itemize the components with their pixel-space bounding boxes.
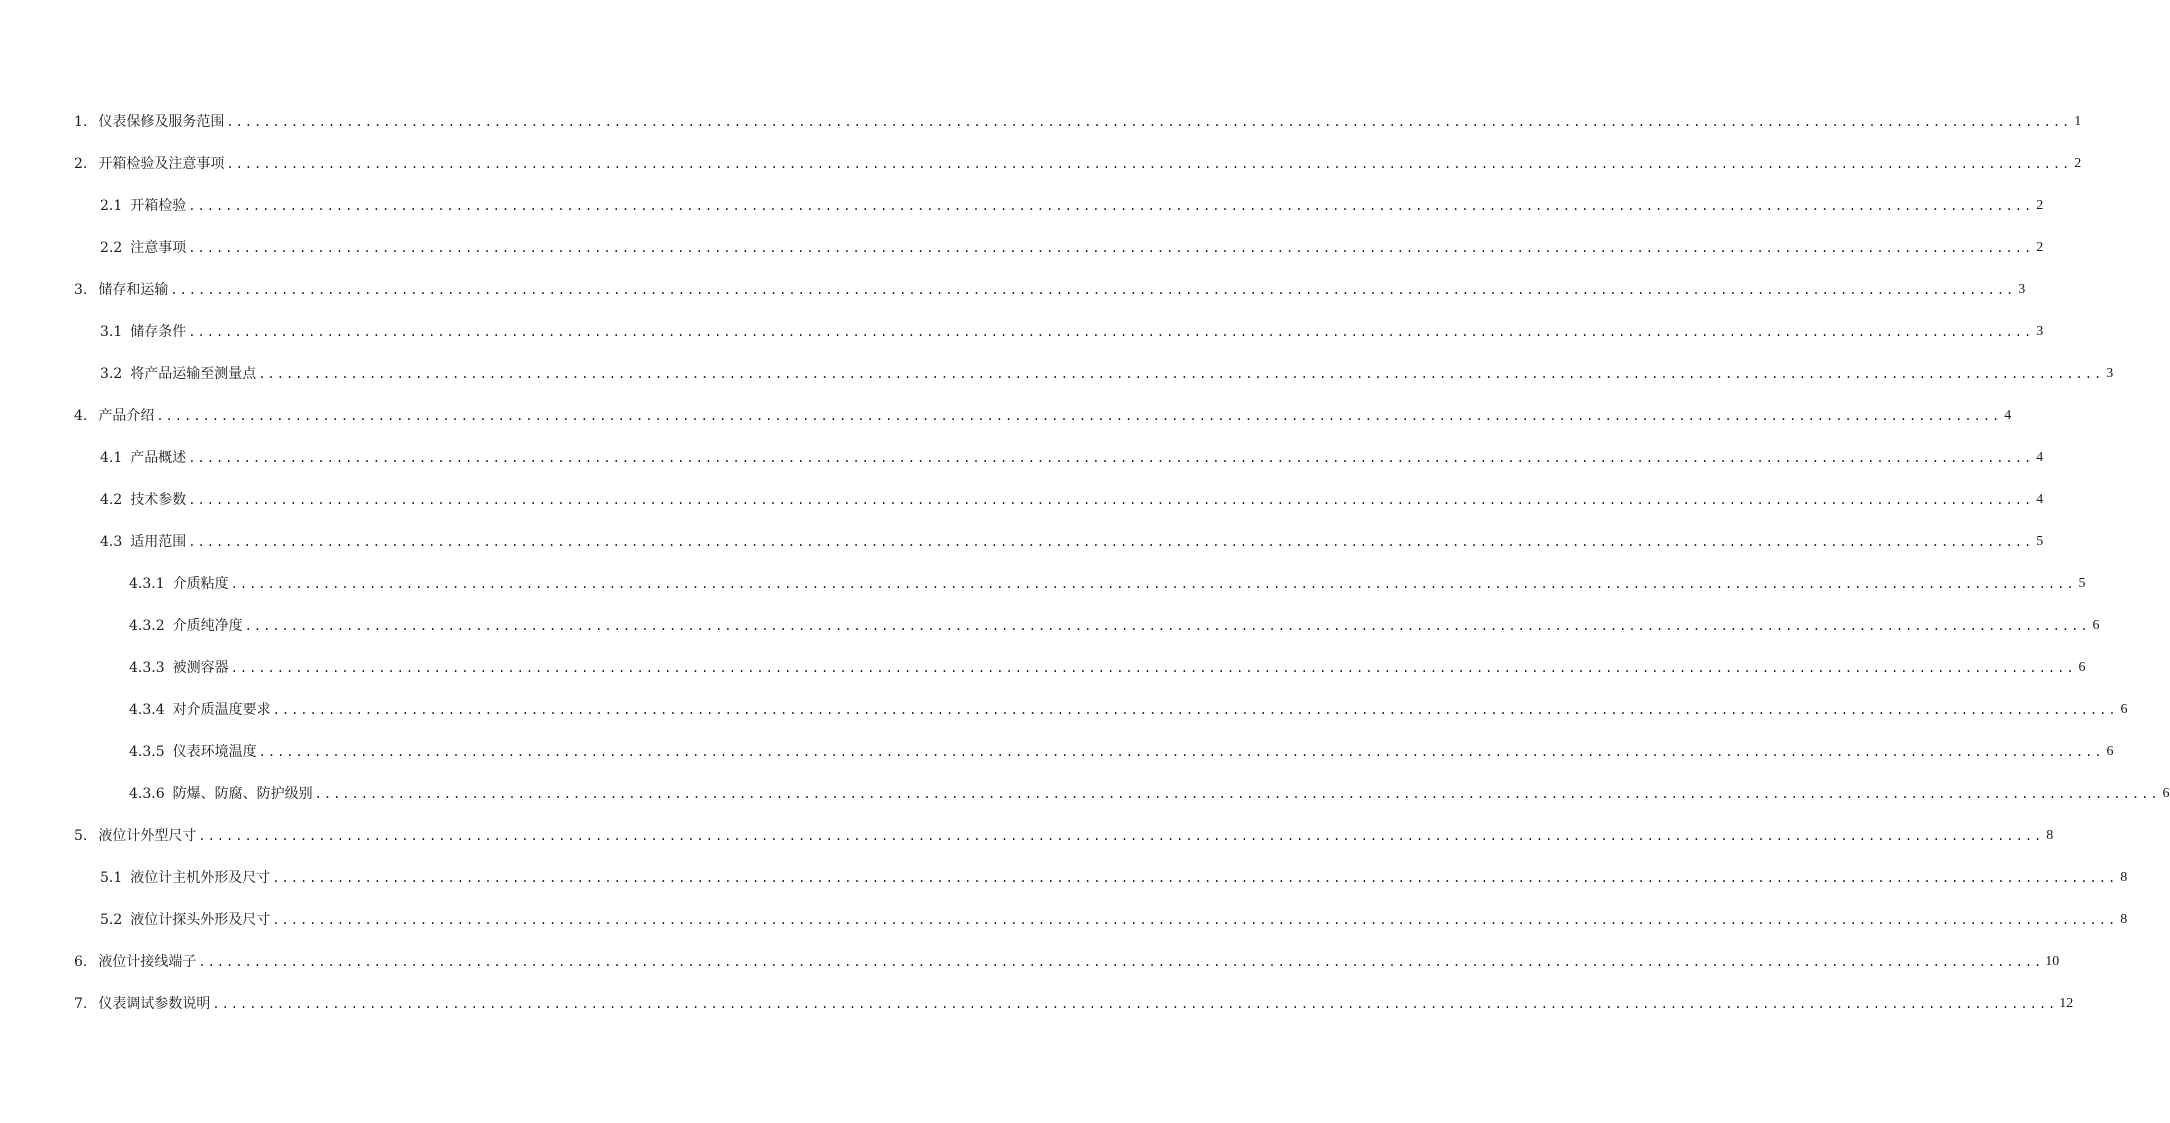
- toc-entry-page-number: 8: [2120, 912, 2128, 927]
- toc-entry-title: 被测容器: [172, 660, 229, 676]
- toc-dot-leader: ........................................................................................................................................................................................................: [258, 745, 2104, 759]
- toc-entry[interactable]: [0, 941, 2060, 983]
- toc-entry-page-number: 6: [2092, 618, 2100, 633]
- toc-entry-page-number: 4: [2036, 450, 2044, 465]
- toc-entry[interactable]: [0, 521, 2044, 563]
- toc-dot-leader: ........................................................................................................................................................................................................: [170, 283, 2016, 297]
- toc-entry-page-number: 8: [2046, 828, 2054, 843]
- toc-entry-number: 4.3.6: [129, 786, 165, 802]
- toc-entry[interactable]: [0, 899, 2128, 941]
- table-of-contents: [0, 101, 2170, 1025]
- toc-entry-title: 注意事项: [130, 240, 187, 256]
- toc-entry[interactable]: [0, 647, 2086, 689]
- toc-dot-leader: ........................................................................................................................................................................................................: [188, 451, 2034, 465]
- toc-dot-leader: ........................................................................................................................................................................................................: [314, 787, 2160, 801]
- toc-entry-title: 适用范围: [130, 534, 187, 550]
- toc-dot-leader: ........................................................................................................................................................................................................: [188, 199, 2034, 213]
- toc-entry[interactable]: [0, 143, 2082, 185]
- toc-entry[interactable]: [0, 983, 2074, 1025]
- toc-dot-leader: ........................................................................................................................................................................................................: [188, 535, 2034, 549]
- toc-dot-leader: ........................................................................................................................................................................................................: [226, 157, 2072, 171]
- toc-entry[interactable]: [0, 815, 2054, 857]
- toc-dot-leader: ........................................................................................................................................................................................................: [198, 829, 2044, 843]
- toc-entry-number: 4.: [74, 408, 88, 424]
- toc-dot-leader: ........................................................................................................................................................................................................: [188, 325, 2034, 339]
- toc-entry[interactable]: [0, 185, 2044, 227]
- toc-entry[interactable]: [0, 773, 2170, 815]
- toc-entry-number: 3.: [74, 282, 88, 298]
- toc-entry-number: 4.3.4: [129, 702, 165, 718]
- toc-entry-page-number: 2: [2036, 198, 2044, 213]
- toc-dot-leader: ........................................................................................................................................................................................................: [272, 913, 2118, 927]
- toc-entry-number: 2.: [74, 156, 88, 172]
- toc-entry-page-number: 6: [2078, 660, 2086, 675]
- toc-entry-title: 将产品运输至测量点: [130, 366, 257, 382]
- toc-dot-leader: ........................................................................................................................................................................................................: [244, 619, 2090, 633]
- toc-entry-page-number: 5: [2036, 534, 2044, 549]
- toc-dot-leader: ........................................................................................................................................................................................................: [272, 703, 2118, 717]
- toc-entry-number: 1.: [74, 114, 88, 130]
- toc-entry[interactable]: [0, 269, 2026, 311]
- toc-entry-title: 介质纯净度: [172, 618, 243, 634]
- toc-entry-number: 4.3.3: [129, 660, 165, 676]
- toc-entry-page-number: 6: [2120, 702, 2128, 717]
- toc-entry[interactable]: [0, 857, 2128, 899]
- toc-entry[interactable]: [0, 311, 2044, 353]
- toc-dot-leader: ........................................................................................................................................................................................................: [212, 997, 2058, 1011]
- toc-entry-number: 4.3.1: [129, 576, 165, 592]
- toc-entry[interactable]: [0, 479, 2044, 521]
- toc-dot-leader: ........................................................................................................................................................................................................: [230, 661, 2076, 675]
- toc-entry-number: 2.1: [100, 198, 123, 214]
- toc-entry-title: 防爆、防腐、防护级别: [172, 786, 313, 802]
- toc-entry[interactable]: [0, 563, 2086, 605]
- toc-entry[interactable]: [0, 101, 2082, 143]
- toc-entry-page-number: 3: [2106, 366, 2114, 381]
- toc-entry-page-number: 3: [2036, 324, 2044, 339]
- toc-entry-page-number: 3: [2018, 282, 2026, 297]
- toc-entry-title: 产品介绍: [98, 408, 155, 424]
- toc-entry-number: 4.2: [100, 492, 123, 508]
- toc-entry-number: 4.3.2: [129, 618, 165, 634]
- toc-entry-page-number: 4: [2004, 408, 2012, 423]
- toc-entry-number: 5.2: [100, 912, 123, 928]
- toc-entry-title: 仪表环境温度: [172, 744, 257, 760]
- toc-entry-page-number: 1: [2074, 114, 2082, 129]
- toc-entry-page-number: 12: [2059, 996, 2074, 1011]
- toc-entry-number: 6.: [74, 954, 88, 970]
- toc-entry-title: 对介质温度要求: [172, 702, 271, 718]
- toc-entry-title: 储存和运输: [98, 282, 169, 298]
- toc-entry-page-number: 4: [2036, 492, 2044, 507]
- toc-entry[interactable]: [0, 689, 2128, 731]
- toc-dot-leader: ........................................................................................................................................................................................................: [156, 409, 2002, 423]
- toc-entry-page-number: 2: [2036, 240, 2044, 255]
- toc-entry-title: 开箱检验: [130, 198, 187, 214]
- toc-entry[interactable]: [0, 353, 2114, 395]
- toc-entry-number: 5.1: [100, 870, 123, 886]
- toc-dot-leader: ........................................................................................................................................................................................................: [272, 871, 2118, 885]
- toc-entry-number: 4.3.5: [129, 744, 165, 760]
- toc-entry-number: 4.1: [100, 450, 123, 466]
- toc-entry-page-number: 6: [2106, 744, 2114, 759]
- toc-dot-leader: ........................................................................................................................................................................................................: [230, 577, 2076, 591]
- toc-entry-title: 仪表保修及服务范围: [98, 114, 225, 130]
- toc-entry-page-number: 10: [2045, 954, 2060, 969]
- toc-entry[interactable]: [0, 731, 2114, 773]
- toc-entry-title: 储存条件: [130, 324, 187, 340]
- toc-entry[interactable]: [0, 437, 2044, 479]
- toc-entry-page-number: 5: [2078, 576, 2086, 591]
- toc-dot-leader: ........................................................................................................................................................................................................: [188, 493, 2034, 507]
- toc-entry-number: 4.3: [100, 534, 123, 550]
- toc-dot-leader: ........................................................................................................................................................................................................: [198, 955, 2044, 969]
- toc-entry-title: 仪表调试参数说明: [98, 996, 211, 1012]
- toc-entry-page-number: 2: [2074, 156, 2082, 171]
- toc-entry-number: 3.1: [100, 324, 123, 340]
- toc-entry-title: 液位计外型尺寸: [98, 828, 197, 844]
- toc-entry-title: 液位计接线端子: [98, 954, 197, 970]
- toc-entry-number: 5.: [74, 828, 88, 844]
- toc-entry[interactable]: [0, 605, 2100, 647]
- toc-dot-leader: ........................................................................................................................................................................................................: [188, 241, 2034, 255]
- toc-entry[interactable]: [0, 227, 2044, 269]
- toc-dot-leader: ........................................................................................................................................................................................................: [258, 367, 2104, 381]
- toc-entry[interactable]: [0, 395, 2012, 437]
- toc-entry-title: 开箱检验及注意事项: [98, 156, 225, 172]
- toc-entry-number: 2.2: [100, 240, 123, 256]
- toc-entry-page-number: 6: [2162, 786, 2170, 801]
- toc-entry-title: 液位计主机外形及尺寸: [130, 870, 271, 886]
- toc-entry-title: 介质粘度: [172, 576, 229, 592]
- toc-entry-title: 液位计探头外形及尺寸: [130, 912, 271, 928]
- toc-entry-number: 3.2: [100, 366, 123, 382]
- toc-entry-title: 产品概述: [130, 450, 187, 466]
- toc-entry-number: 7.: [74, 996, 88, 1012]
- toc-dot-leader: ........................................................................................................................................................................................................: [226, 115, 2072, 129]
- toc-entry-page-number: 8: [2120, 870, 2128, 885]
- toc-entry-title: 技术参数: [130, 492, 187, 508]
